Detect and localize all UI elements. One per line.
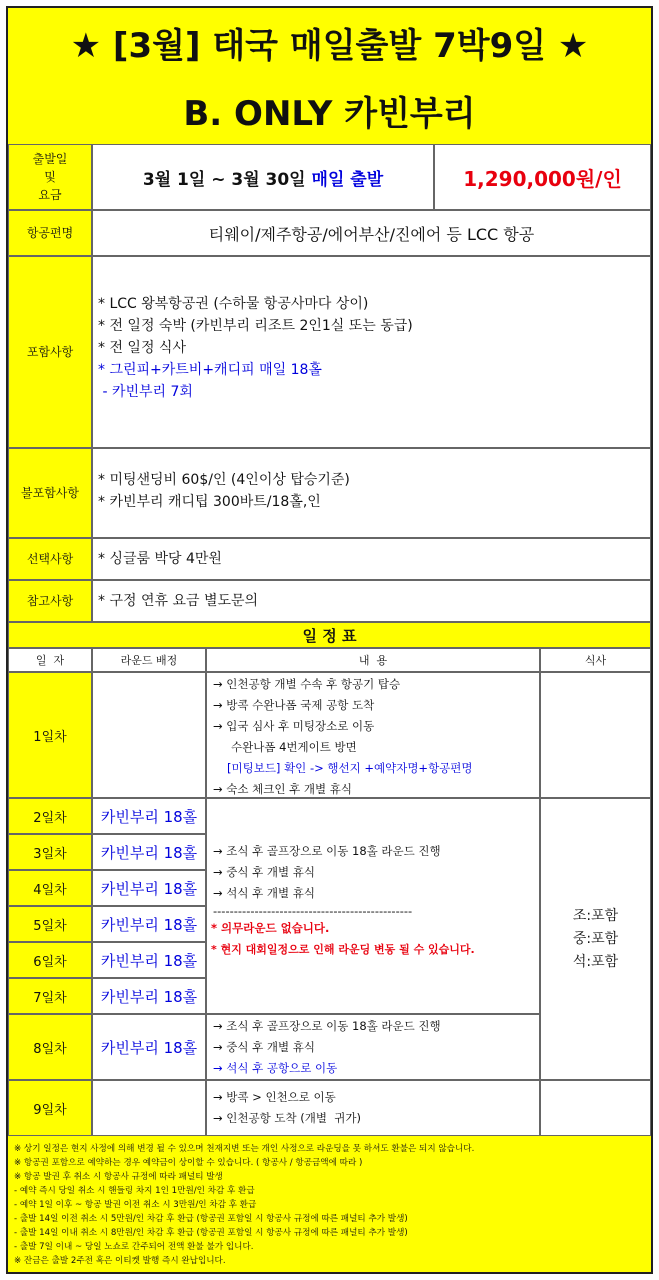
day-label: 8일차 <box>8 1014 92 1080</box>
footer-line: - 예약 1일 이후 ~ 항공 발권 이전 취소 시 3만원/인 차감 후 환급 <box>14 1200 257 1210</box>
day-label: 3일차 <box>8 834 92 870</box>
schedule-line: → 석식 후 개별 휴식 <box>213 886 316 900</box>
include-item: * LCC 왕복항공권 (수하물 항공사마다 상이) <box>98 296 369 312</box>
round-course: 카빈부리 18홀 <box>92 942 206 978</box>
schedule-line: → 인천공항 개별 수속 후 항공기 탑승 <box>213 677 401 691</box>
header-meal: 식사 <box>540 648 651 672</box>
round-course: 카빈부리 18홀 <box>92 1014 206 1080</box>
meal-breakfast: 조:포함 <box>572 907 619 924</box>
schedule-line: → 인천공항 도착 (개별 귀가) <box>213 1111 361 1125</box>
meal-empty <box>540 672 651 798</box>
day1-content <box>206 672 540 798</box>
header-round: 라운드 배정 <box>92 648 206 672</box>
header-content: 내 용 <box>206 648 540 672</box>
day-label: 1일차 <box>8 672 92 798</box>
depart-label-line: 요금 <box>38 188 62 202</box>
schedule-line: → 방콕 > 인천으로 이동 <box>213 1090 336 1104</box>
exclude-label: 불포함사항 <box>8 448 92 538</box>
round-course: 카빈부리 18홀 <box>92 798 206 834</box>
day-label: 2일차 <box>8 798 92 834</box>
day8-content <box>206 1014 540 1080</box>
tour-document <box>6 6 653 1274</box>
include-list <box>92 256 651 448</box>
warning-line: * 현지 대회일정으로 인해 라운딩 변동 될 수 있습니다. <box>211 943 475 956</box>
exclude-item: * 카빈부리 캐디팁 300바트/18홀,인 <box>98 494 321 510</box>
title-line-1: ★ [3월] 태국 매일출발 7박9일 ★ <box>8 8 651 76</box>
exclude-list <box>92 448 651 538</box>
day-label: 7일차 <box>8 978 92 1014</box>
meal-lunch: 중:포함 <box>572 930 619 947</box>
round-course: 카빈부리 18홀 <box>92 906 206 942</box>
schedule-line: → 조식 후 골프장으로 이동 18홀 라운드 진행 <box>213 1019 441 1033</box>
footer-line: ※ 잔금은 출발 2주전 혹은 이티켓 발행 즉시 완납입니다. <box>14 1256 226 1266</box>
meal-empty <box>540 1080 651 1136</box>
include-item: * 전 일정 식사 <box>98 340 186 356</box>
footer-line: - 출발 14일 이내 취소 시 8만원/인 차감 후 환급 (항공권 포함일 시 항공사 규정에 따른 패널티 추가 발생) <box>14 1228 408 1238</box>
round-course: 카빈부리 18홀 <box>92 834 206 870</box>
round-empty <box>92 1080 206 1136</box>
day-label: 6일차 <box>8 942 92 978</box>
day9-content <box>206 1080 540 1136</box>
depart-label-line: 출발일 <box>32 152 68 166</box>
depart-dates-cell <box>92 144 434 210</box>
round-empty <box>92 672 206 798</box>
header-day: 일 자 <box>8 648 92 672</box>
exclude-item: * 미팅샌딩비 60$/인 (4인이상 탑승기준) <box>98 472 350 488</box>
divider: ------------------------------------------------ <box>213 904 413 918</box>
schedule-line: → 입국 심사 후 미팅장소로 이동 <box>213 719 375 733</box>
schedule-line: 수완나폼 4번게이트 방면 <box>231 740 357 754</box>
airline-value: 티웨이/제주항공/에어부산/진에어 등 LCC 항공 <box>92 210 651 256</box>
note-value: * 구정 연휴 요금 별도문의 <box>92 580 651 622</box>
include-item: * 전 일정 숙박 (카빈부리 리조트 2인1실 또는 동급) <box>98 318 413 334</box>
price: 1,290,000원/인 <box>434 144 651 210</box>
day-label: 5일차 <box>8 906 92 942</box>
footer-line: - 예약 즉시 당일 취소 시 핸들링 차지 1인 1만원/인 차감 후 환급 <box>14 1186 255 1196</box>
include-highlight-item: - 카빈부리 7회 <box>98 384 193 400</box>
depart-dates: 3월 1일 ~ 3월 30일 <box>142 169 306 190</box>
depart-label <box>8 144 92 210</box>
warning-line: * 의무라운드 없습니다. <box>211 921 330 935</box>
day-label: 4일차 <box>8 870 92 906</box>
schedule-line: → 숙소 체크인 후 개별 휴식 <box>213 782 353 796</box>
footer-line: ※ 상기 일정은 현지 사정에 의해 변경 될 수 있으며 천재지변 또는 개인 사정으로 라운딩을 못 하셔도 환불은 되지 않습니다. <box>14 1144 475 1154</box>
round-course: 카빈부리 18홀 <box>92 978 206 1014</box>
footer-line: - 출발 14일 이전 취소 시 5만원/인 차감 후 환급 (항공권 포함일 시 항공사 규정에 따른 패널티 추가 발생) <box>14 1214 408 1224</box>
schedule-line-highlight: [미팅보드] 확인 -> 행선지 +예약자명+항공편명 <box>227 761 473 775</box>
footer-line: - 출발 7일 이내 ~ 당일 노쇼로 간주되어 전액 환불 불가 입니다. <box>14 1242 254 1252</box>
day2-7-content <box>206 798 540 1014</box>
schedule-line: → 방콕 수완나폼 국제 공항 도착 <box>213 698 375 712</box>
option-label: 선택사항 <box>8 538 92 580</box>
option-value: * 싱글룸 박당 4만원 <box>92 538 651 580</box>
schedule-line: → 조식 후 골프장으로 이동 18홀 라운드 진행 <box>213 844 441 858</box>
depart-daily: 매일 출발 <box>311 169 384 190</box>
note-label: 참고사항 <box>8 580 92 622</box>
day-label: 9일차 <box>8 1080 92 1136</box>
airline-label: 항공편명 <box>8 210 92 256</box>
include-label: 포함사항 <box>8 256 92 448</box>
title-line-2: B. ONLY 카빈부리 <box>8 76 651 144</box>
include-highlight-item: * 그린피+카트비+캐디피 매일 18홀 <box>98 362 322 378</box>
schedule-line: → 중식 후 개별 휴식 <box>213 865 316 879</box>
meal-dinner: 석:포함 <box>572 953 619 970</box>
meal-info <box>540 798 651 1080</box>
footer-notes <box>8 1136 651 1272</box>
footer-line: ※ 항공 발권 후 취소 시 항공사 규정에 따라 패널티 발생 <box>14 1172 223 1182</box>
depart-label-line: 및 <box>44 170 56 184</box>
schedule-title: 일 정 표 <box>8 622 651 648</box>
schedule-line-highlight: → 석식 후 공항으로 이동 <box>213 1061 338 1075</box>
round-course: 카빈부리 18홀 <box>92 870 206 906</box>
schedule-line: → 중식 후 개별 휴식 <box>213 1040 316 1054</box>
footer-line: ※ 항공권 포함으로 예약하는 경우 예약금이 상이할 수 있습니다. ( 항공사 / 항공금액에 따라 ) <box>14 1158 363 1168</box>
